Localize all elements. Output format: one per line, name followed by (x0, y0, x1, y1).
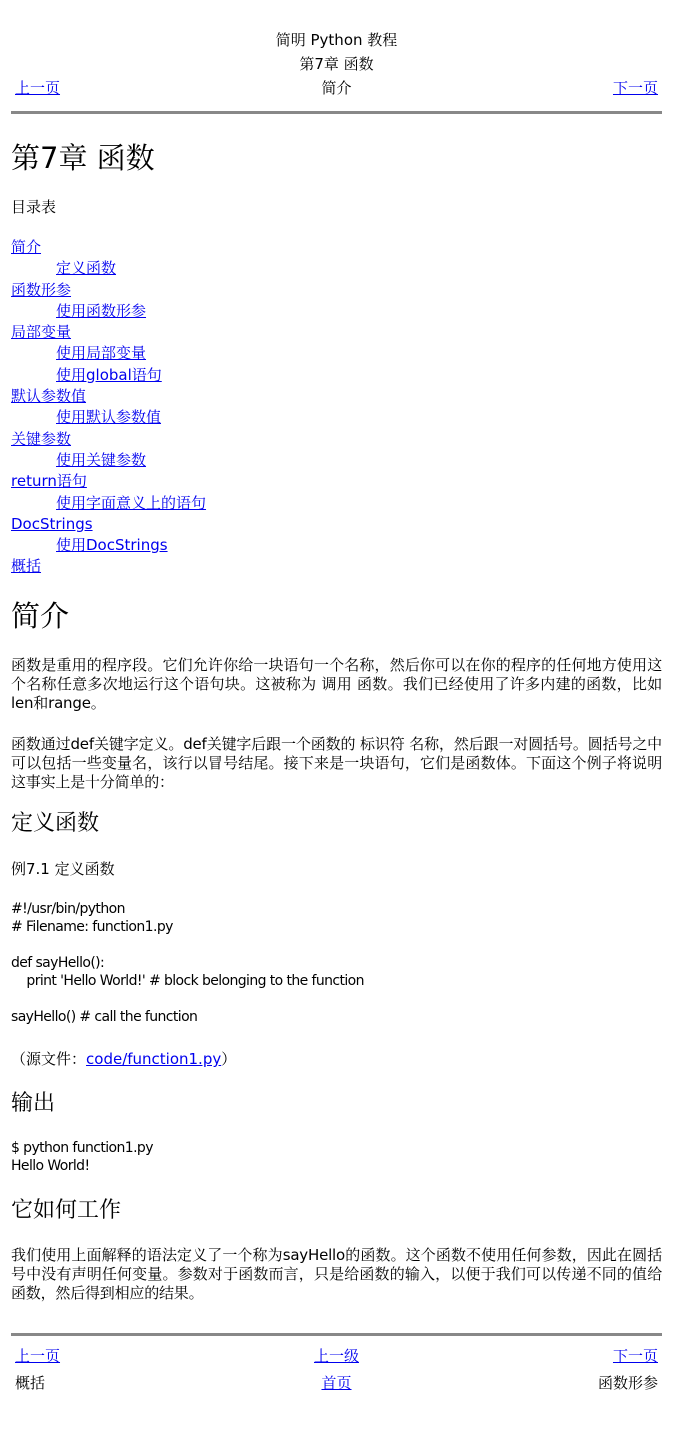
example-title: 例7.1 定义函数 (11, 860, 115, 878)
toc-item (11, 322, 206, 343)
toc-link[interactable]: 关键参数 (11, 429, 72, 448)
toc-link[interactable]: 使用DocStrings (56, 536, 168, 555)
footer-up-link[interactable]: 上一级 (313, 1347, 359, 1365)
toc-item (11, 493, 206, 514)
output-heading: 输出 (11, 1091, 56, 1116)
footer-prev-title: 概括 (15, 1374, 46, 1392)
toc-link[interactable]: 使用字面意义上的语句 (56, 493, 207, 512)
footer-prev-link[interactable]: 上一页 (15, 1347, 61, 1365)
footer-up-cell (11, 1346, 662, 1366)
toc-item (11, 280, 206, 301)
footer-nav-links (11, 1346, 662, 1368)
toc-item (11, 343, 206, 364)
chapter-heading: 第7章 函数 (11, 141, 155, 175)
toc-link[interactable]: 使用默认参数值 (56, 408, 162, 427)
toc-link[interactable]: 函数形参 (11, 280, 72, 299)
toc-label: 目录表 (11, 198, 57, 216)
code-listing: #!/usr/bin/python # Filename: function1.py def sayHello(): print 'Hello World!' # block belonging to the function sayHello() # call the function (11, 901, 364, 1025)
footer-next-title: 函数形参 (597, 1374, 658, 1392)
toc-link[interactable]: 概括 (11, 557, 42, 576)
toc-link[interactable]: 局部变量 (11, 323, 72, 342)
toc-link[interactable]: 定义函数 (56, 259, 117, 278)
toc-link[interactable]: return语句 (11, 472, 87, 491)
toc-link[interactable]: DocStrings (11, 514, 93, 533)
header-next-link[interactable]: 下一页 (612, 79, 658, 97)
book-title: 简明 Python 教程 (275, 31, 398, 49)
footer-next-link[interactable]: 下一页 (612, 1347, 658, 1365)
toc-item (11, 301, 206, 322)
toc-item (11, 429, 206, 450)
header-prev-link[interactable]: 上一页 (15, 79, 61, 97)
source-suffix: ） (221, 1050, 237, 1068)
toc-link[interactable]: 使用global语句 (56, 365, 162, 384)
chapter-title: 第7章 函数 (299, 55, 374, 73)
define-function-heading: 定义函数 (11, 811, 100, 836)
how-it-works-heading: 它如何工作 (11, 1198, 122, 1223)
toc-item (11, 258, 206, 279)
source-prefix: （源文件： (11, 1050, 87, 1068)
toc-list (11, 237, 206, 578)
source-file-link[interactable]: code/function1.py (86, 1050, 222, 1068)
toc-item (11, 471, 206, 492)
toc-item (11, 237, 206, 258)
intro-paragraph-1: 函数是重用的程序段。它们允许你给一块语句一个名称，然后你可以在你的程序的任何地方使用这个名称任意多次地运行这个语句块。这被称为 调用 函数。我们已经使用了许多内建的函数，比如len和range。 (11, 656, 662, 712)
footer-home-link[interactable]: 首页 (321, 1374, 352, 1392)
footer-divider (11, 1333, 662, 1336)
source-file-line (11, 1049, 236, 1069)
toc-item (11, 535, 206, 556)
toc-item (11, 365, 206, 386)
toc-item (11, 407, 206, 428)
toc-item (11, 386, 206, 407)
toc-link[interactable]: 简介 (11, 238, 42, 256)
footer-nav-titles (11, 1373, 662, 1395)
footer-home-cell (11, 1373, 662, 1393)
toc-item (11, 514, 206, 535)
how-it-works-paragraph: 我们使用上面解释的语法定义了一个称为sayHello的函数。这个函数不使用任何参数，因此在圆括号中没有声明任何变量。参数对于函数而言，只是给函数的输入，以便于我们可以传递不同的值给函数，然后得到相应的结果。 (11, 1246, 662, 1302)
toc-link[interactable]: 使用关键参数 (56, 450, 147, 469)
intro-heading: 简介 (11, 599, 70, 633)
toc-link[interactable]: 使用局部变量 (56, 344, 147, 363)
header-nav (11, 78, 662, 100)
header-section-label: 简介 (321, 79, 352, 97)
toc-item (11, 450, 206, 471)
toc-link[interactable]: 默认参数值 (11, 387, 87, 406)
toc-link[interactable]: 使用函数形参 (56, 301, 147, 320)
header-divider (11, 111, 662, 114)
intro-paragraph-2: 函数通过def关键字定义。def关键字后跟一个函数的 标识符 名称，然后跟一对圆括号。圆括号之中可以包括一些变量名，该行以冒号结尾。接下来是一块语句，它们是函数体。下面这个例子将说明这事实上是十分简单的： (11, 735, 662, 791)
toc-item (11, 556, 206, 577)
output-listing: $ python function1.py Hello World! (11, 1140, 153, 1174)
